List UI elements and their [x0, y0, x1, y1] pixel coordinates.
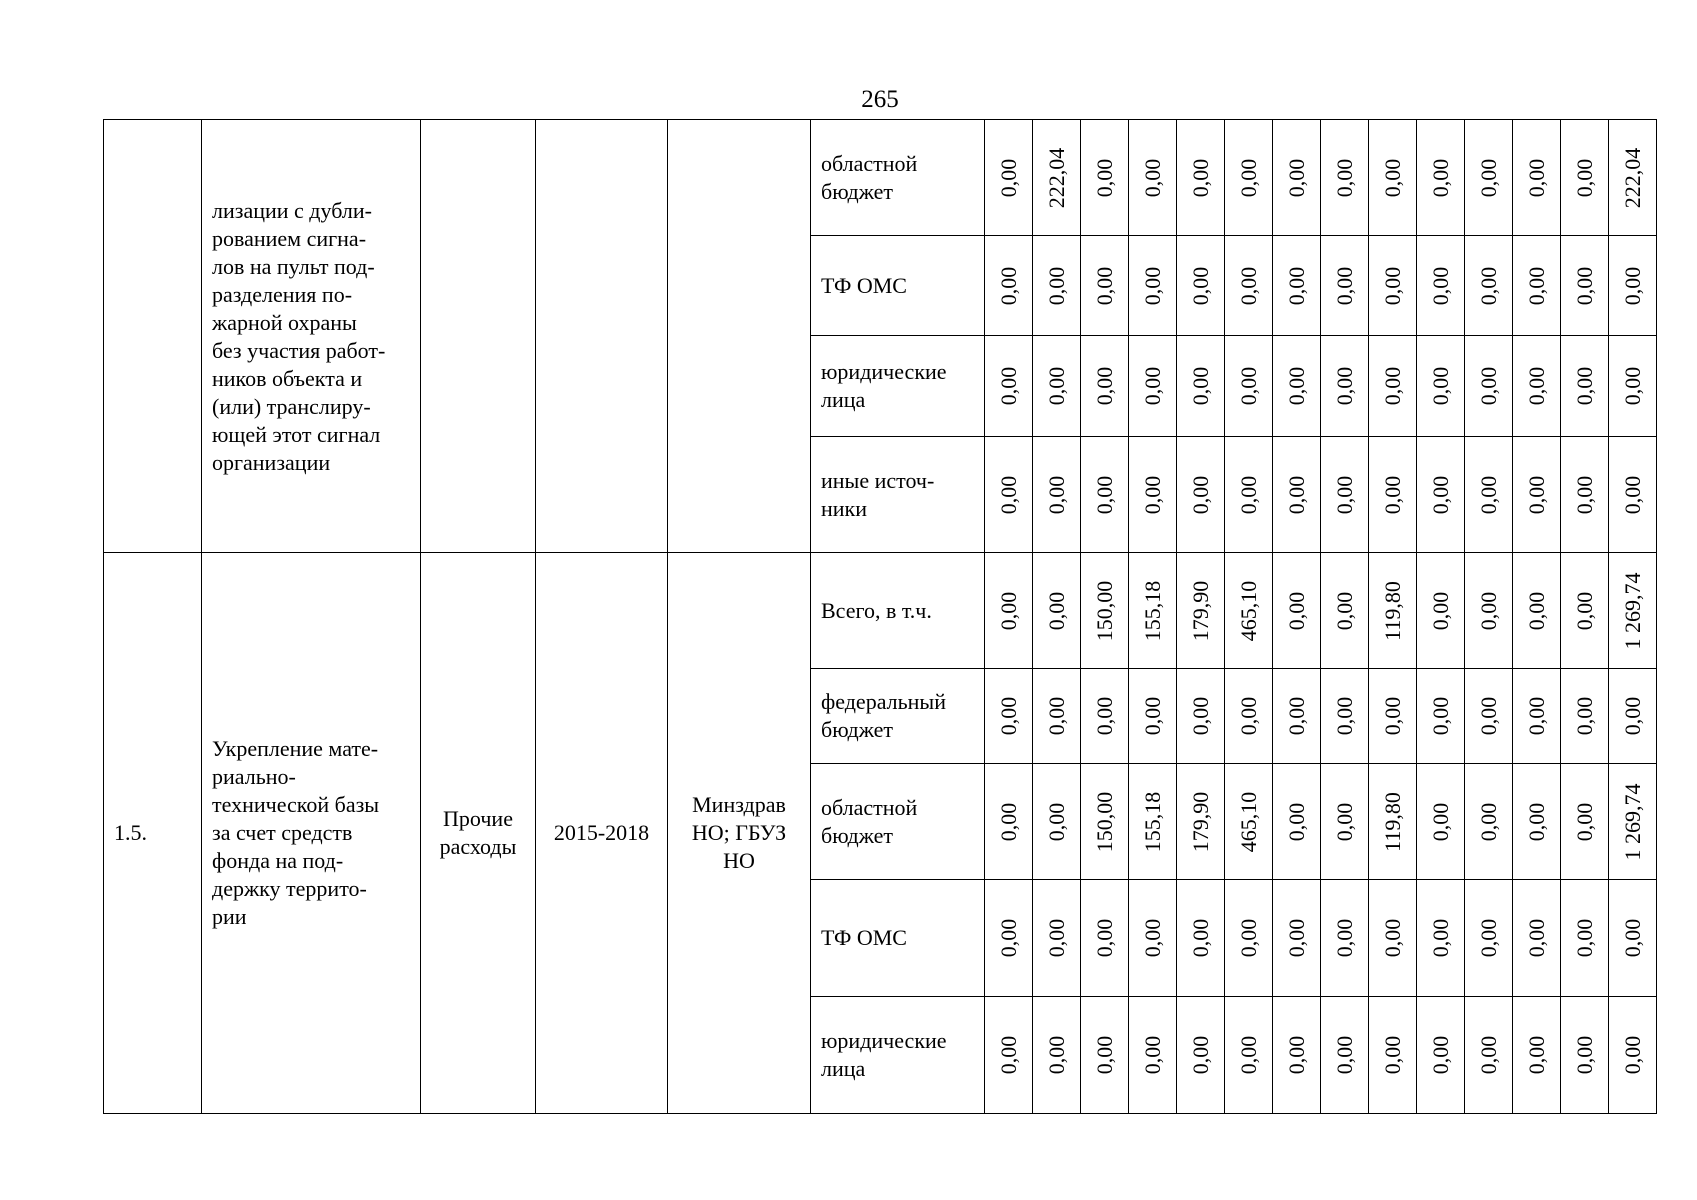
value-text: 155,18 [1139, 791, 1165, 852]
value-text: 0,00 [1475, 475, 1501, 514]
value-text: 0,00 [1187, 266, 1213, 305]
year-value [1273, 997, 1321, 1114]
total-value [1609, 880, 1657, 997]
year-value [1177, 764, 1225, 880]
year-value [985, 553, 1033, 669]
executor [668, 120, 811, 553]
value-text: 0,00 [1283, 366, 1309, 406]
year-value [1417, 997, 1465, 1114]
value-text: 179,90 [1187, 791, 1213, 852]
year-value [1513, 997, 1561, 1114]
table-row [104, 553, 1657, 669]
year-value [1513, 553, 1561, 669]
value-text: 0,00 [1235, 1035, 1261, 1075]
year-value [1561, 669, 1609, 764]
value-text: 0,00 [1475, 266, 1501, 305]
value-text: 0,00 [1379, 158, 1405, 197]
item-description: лизации с дубли- рованием сигна- лов на пульт под- разделения по- жарной охраны без участия работ- ников объекта и (или) транслиру- ющей этот сигнал организации [202, 120, 421, 553]
value-text: 0,00 [1283, 266, 1309, 305]
year-value [1129, 553, 1177, 669]
year-value [1081, 553, 1129, 669]
year-value [1417, 120, 1465, 236]
value-text: 0,00 [1283, 696, 1309, 736]
value-text: 0,00 [1427, 475, 1453, 514]
value-text: 0,00 [1523, 266, 1549, 305]
year-value [1177, 336, 1225, 437]
year-value [985, 880, 1033, 997]
year-value [1465, 669, 1513, 764]
value-text: 0,00 [1139, 696, 1165, 736]
value-text: 0,00 [1283, 475, 1309, 514]
total-value [1609, 764, 1657, 880]
value-text: 0,00 [1331, 266, 1357, 305]
value-text: 0,00 [1523, 475, 1549, 514]
year-value [1081, 120, 1129, 236]
year-value [1081, 880, 1129, 997]
year-value [1561, 880, 1609, 997]
value-text: 0,00 [1427, 158, 1453, 197]
value-text: 0,00 [1043, 1035, 1069, 1075]
year-value [1561, 236, 1609, 336]
year-value [1225, 669, 1273, 764]
value-text: 0,00 [995, 475, 1021, 514]
value-text: 0,00 [1427, 366, 1453, 406]
year-value [1417, 764, 1465, 880]
value-text: 0,00 [1235, 266, 1261, 305]
value-text: 0,00 [1427, 591, 1453, 630]
year-value [1129, 764, 1177, 880]
year-value [1225, 997, 1273, 1114]
year-value [1225, 120, 1273, 236]
year-value [1129, 669, 1177, 764]
year-value [1465, 120, 1513, 236]
value-text: 0,00 [1043, 266, 1069, 305]
value-text: 0,00 [1235, 696, 1261, 736]
value-text: 0,00 [1235, 158, 1261, 197]
year-value [1513, 880, 1561, 997]
value-text: 0,00 [1571, 802, 1597, 841]
value-text: 0,00 [1139, 158, 1165, 197]
year-value [1177, 669, 1225, 764]
year-value [1225, 880, 1273, 997]
year-value [1369, 997, 1417, 1114]
year-value [1465, 336, 1513, 437]
year-value [1321, 236, 1369, 336]
year-value [1177, 553, 1225, 669]
year-value [1321, 553, 1369, 669]
year-value [1561, 553, 1609, 669]
value-text: 0,00 [1043, 366, 1069, 406]
value-text: 0,00 [1091, 1035, 1117, 1075]
value-text: 0,00 [1523, 158, 1549, 197]
value-text: 0,00 [1427, 696, 1453, 736]
item-number [104, 120, 202, 553]
value-text: 0,00 [1091, 696, 1117, 736]
year-value [1369, 764, 1417, 880]
value-text: 0,00 [1571, 266, 1597, 305]
value-text: 0,00 [1283, 802, 1309, 841]
year-value [1225, 553, 1273, 669]
executor: Минздрав НО; ГБУЗ НО [668, 553, 811, 1114]
value-text: 0,00 [1043, 802, 1069, 841]
value-text: 0,00 [1139, 475, 1165, 514]
value-text: 0,00 [995, 158, 1021, 197]
year-value [1273, 880, 1321, 997]
value-text: 0,00 [995, 1035, 1021, 1075]
funding-source: федеральный бюджет [811, 669, 985, 764]
value-text: 0,00 [1379, 696, 1405, 736]
value-text: 0,00 [1091, 158, 1117, 197]
year-value [1417, 236, 1465, 336]
value-text: 119,80 [1379, 791, 1405, 852]
funding-source: ТФ ОМС [811, 236, 985, 336]
value-text: 0,00 [1187, 696, 1213, 736]
value-text: 0,00 [1091, 266, 1117, 305]
value-text: 0,00 [1139, 266, 1165, 305]
year-value [1225, 236, 1273, 336]
item-description: Укрепление мате- риально- технической базы за счет средств фонда на под- держку террито- рии [202, 553, 421, 1114]
value-text: 0,00 [1283, 158, 1309, 197]
value-text: 0,00 [1379, 266, 1405, 305]
year-value [1177, 236, 1225, 336]
funding-source: Всего, в т.ч. [811, 553, 985, 669]
value-text: 0,00 [1187, 475, 1213, 514]
year-value [1417, 669, 1465, 764]
value-text: 0,00 [1139, 918, 1165, 958]
value-text: 0,00 [1523, 591, 1549, 630]
value-text: 179,90 [1187, 580, 1213, 641]
value-text: 0,00 [1619, 266, 1645, 305]
year-value [1129, 880, 1177, 997]
funding-source: юридические лица [811, 997, 985, 1114]
year-value [1513, 669, 1561, 764]
year-value [1033, 437, 1081, 553]
value-text: 0,00 [1523, 802, 1549, 841]
year-value [1273, 669, 1321, 764]
value-text: 0,00 [1331, 591, 1357, 630]
period [536, 120, 668, 553]
year-value [1561, 997, 1609, 1114]
value-text: 0,00 [1571, 475, 1597, 514]
year-value [1129, 997, 1177, 1114]
value-text: 0,00 [1139, 366, 1165, 406]
year-value [1513, 336, 1561, 437]
value-text: 0,00 [1523, 696, 1549, 736]
total-value [1609, 236, 1657, 336]
value-text: 0,00 [1475, 802, 1501, 841]
year-value [1561, 336, 1609, 437]
year-value [985, 120, 1033, 236]
year-value [1081, 236, 1129, 336]
value-text: 0,00 [1187, 158, 1213, 197]
year-value [1465, 880, 1513, 997]
year-value [1369, 880, 1417, 997]
year-value [1417, 437, 1465, 553]
year-value [1033, 764, 1081, 880]
value-text: 0,00 [1043, 918, 1069, 958]
value-text: 0,00 [1475, 918, 1501, 958]
value-text: 0,00 [1475, 158, 1501, 197]
year-value [1273, 553, 1321, 669]
page-number: 265 [861, 86, 899, 113]
value-text: 222,04 [1043, 147, 1069, 208]
value-text: 0,00 [1523, 918, 1549, 958]
year-value [1369, 669, 1417, 764]
value-text: 0,00 [1619, 918, 1645, 958]
year-value [985, 669, 1033, 764]
value-text: 1 269,74 [1619, 572, 1645, 649]
funding-source: областной бюджет [811, 120, 985, 236]
value-text: 0,00 [1187, 918, 1213, 958]
year-value [1177, 437, 1225, 553]
value-text: 0,00 [1331, 802, 1357, 841]
total-value [1609, 437, 1657, 553]
year-value [1321, 336, 1369, 437]
value-text: 0,00 [1235, 475, 1261, 514]
expense-type [421, 120, 536, 553]
year-value [1369, 120, 1417, 236]
value-text: 0,00 [1571, 1035, 1597, 1075]
year-value [1033, 236, 1081, 336]
value-text: 0,00 [1475, 366, 1501, 406]
value-text: 0,00 [1427, 266, 1453, 305]
year-value [1033, 120, 1081, 236]
value-text: 0,00 [995, 696, 1021, 736]
total-value [1609, 669, 1657, 764]
year-value [1417, 336, 1465, 437]
period: 2015-2018 [536, 553, 668, 1114]
value-text: 0,00 [1283, 918, 1309, 958]
year-value [1417, 553, 1465, 669]
year-value [985, 336, 1033, 437]
expense-type: Прочие расходы [421, 553, 536, 1114]
year-value [1177, 880, 1225, 997]
value-text: 0,00 [1379, 1035, 1405, 1075]
value-text: 0,00 [1043, 591, 1069, 630]
value-text: 0,00 [1523, 366, 1549, 406]
value-text: 0,00 [1379, 366, 1405, 406]
year-value [1369, 236, 1417, 336]
value-text: 0,00 [995, 591, 1021, 630]
year-value [1561, 437, 1609, 553]
value-text: 0,00 [1427, 802, 1453, 841]
year-value [1033, 997, 1081, 1114]
value-text: 0,00 [1091, 366, 1117, 406]
funding-source: иные источ- ники [811, 437, 985, 553]
year-value [1225, 437, 1273, 553]
year-value [1513, 236, 1561, 336]
year-value [985, 997, 1033, 1114]
value-text: 0,00 [1427, 1035, 1453, 1075]
year-value [1129, 120, 1177, 236]
value-text: 222,04 [1619, 147, 1645, 208]
value-text: 0,00 [995, 266, 1021, 305]
year-value [1369, 553, 1417, 669]
year-value [1513, 437, 1561, 553]
funding-source: ТФ ОМС [811, 880, 985, 997]
funding-source: юридические лица [811, 336, 985, 437]
total-value [1609, 553, 1657, 669]
year-value [1273, 437, 1321, 553]
year-value [1273, 764, 1321, 880]
value-text: 0,00 [1043, 475, 1069, 514]
value-text: 0,00 [1571, 158, 1597, 197]
value-text: 0,00 [1379, 918, 1405, 958]
item-number: 1.5. [104, 553, 202, 1114]
year-value [1321, 669, 1369, 764]
value-text: 0,00 [1475, 696, 1501, 736]
value-text: 0,00 [1619, 366, 1645, 406]
year-value [1561, 120, 1609, 236]
year-value [1081, 669, 1129, 764]
value-text: 0,00 [1523, 1035, 1549, 1075]
year-value [1177, 997, 1225, 1114]
value-text: 0,00 [1091, 918, 1117, 958]
value-text: 0,00 [1619, 1035, 1645, 1075]
year-value [1513, 764, 1561, 880]
total-value [1609, 336, 1657, 437]
year-value [1033, 880, 1081, 997]
value-text: 0,00 [1283, 591, 1309, 630]
value-text: 0,00 [1331, 366, 1357, 406]
total-value [1609, 997, 1657, 1114]
value-text: 1 269,74 [1619, 783, 1645, 860]
funding-source: областной бюджет [811, 764, 985, 880]
value-text: 0,00 [1235, 918, 1261, 958]
year-value [1465, 437, 1513, 553]
year-value [1225, 336, 1273, 437]
value-text: 0,00 [995, 366, 1021, 406]
value-text: 0,00 [1619, 696, 1645, 736]
value-text: 0,00 [1571, 918, 1597, 958]
year-value [1369, 336, 1417, 437]
year-value [1465, 997, 1513, 1114]
value-text: 155,18 [1139, 580, 1165, 641]
value-text: 0,00 [1187, 366, 1213, 406]
year-value [1465, 553, 1513, 669]
year-value [1033, 336, 1081, 437]
value-text: 0,00 [1427, 918, 1453, 958]
year-value [1081, 997, 1129, 1114]
year-value [1417, 880, 1465, 997]
year-value [1129, 336, 1177, 437]
value-text: 0,00 [1331, 158, 1357, 197]
value-text: 0,00 [995, 802, 1021, 841]
year-value [1561, 764, 1609, 880]
value-text: 0,00 [1619, 475, 1645, 514]
value-text: 0,00 [1331, 918, 1357, 958]
table-row [104, 120, 1657, 236]
year-value [1225, 764, 1273, 880]
year-value [1465, 764, 1513, 880]
value-text: 0,00 [1139, 1035, 1165, 1075]
value-text: 0,00 [1283, 1035, 1309, 1075]
year-value [1321, 764, 1369, 880]
year-value [1273, 336, 1321, 437]
value-text: 0,00 [1331, 696, 1357, 736]
value-text: 150,00 [1091, 791, 1117, 852]
value-text: 0,00 [1331, 1035, 1357, 1075]
year-value [1033, 669, 1081, 764]
value-text: 0,00 [1187, 1035, 1213, 1075]
year-value [1177, 120, 1225, 236]
year-value [985, 437, 1033, 553]
year-value [1273, 236, 1321, 336]
year-value [1321, 120, 1369, 236]
value-text: 119,80 [1379, 580, 1405, 641]
year-value [1465, 236, 1513, 336]
year-value [1081, 336, 1129, 437]
budget-table [103, 119, 1657, 1114]
year-value [1273, 120, 1321, 236]
year-value [985, 764, 1033, 880]
year-value [1129, 236, 1177, 336]
value-text: 0,00 [1091, 475, 1117, 514]
value-text: 0,00 [1475, 1035, 1501, 1075]
value-text: 0,00 [1379, 475, 1405, 514]
year-value [1033, 553, 1081, 669]
value-text: 0,00 [1331, 475, 1357, 514]
value-text: 0,00 [1475, 591, 1501, 630]
value-text: 0,00 [1571, 696, 1597, 736]
year-value [1321, 997, 1369, 1114]
year-value [1129, 437, 1177, 553]
value-text: 0,00 [1235, 366, 1261, 406]
year-value [1321, 880, 1369, 997]
year-value [1081, 437, 1129, 553]
value-text: 0,00 [995, 918, 1021, 958]
value-text: 0,00 [1571, 366, 1597, 406]
year-value [1369, 437, 1417, 553]
value-text: 0,00 [1571, 591, 1597, 630]
year-value [1321, 437, 1369, 553]
year-value [1081, 764, 1129, 880]
total-value [1609, 120, 1657, 236]
value-text: 465,10 [1235, 791, 1261, 852]
year-value [985, 236, 1033, 336]
value-text: 0,00 [1043, 696, 1069, 736]
value-text: 465,10 [1235, 580, 1261, 641]
value-text: 150,00 [1091, 580, 1117, 641]
year-value [1513, 120, 1561, 236]
